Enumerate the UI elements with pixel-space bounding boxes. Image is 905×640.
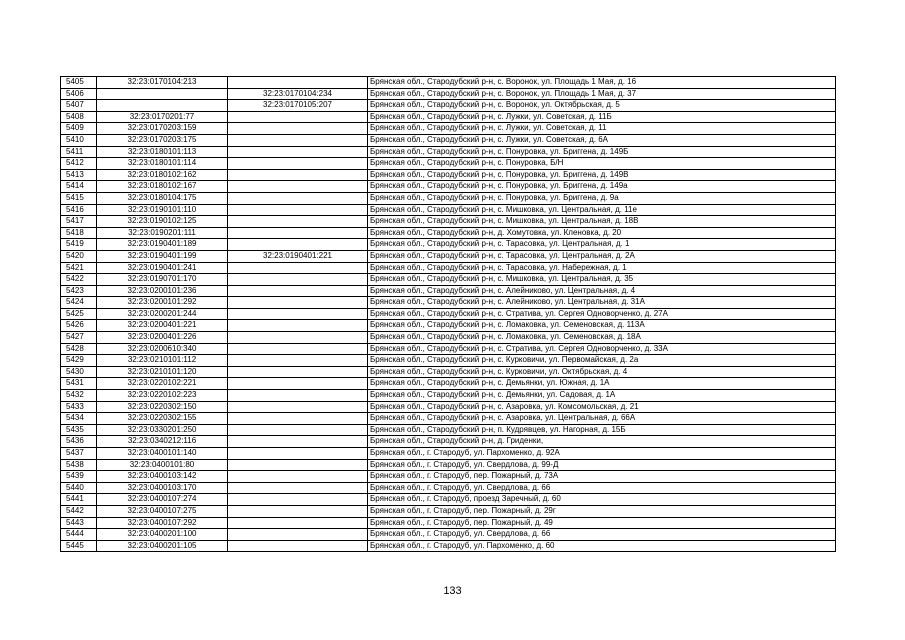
cadastral-number-cell: 32:23:0400103:170 (97, 482, 228, 494)
cadastral-number-alt-cell (228, 77, 368, 89)
address-cell: Брянская обл., Стародубский р-н, с. Мишковка, ул. Центральная, д. 18В (368, 216, 836, 228)
cadastral-number-alt-cell (228, 355, 368, 367)
table-row (61, 308, 836, 320)
row-number-cell: 5443 (61, 517, 97, 529)
address-cell: Брянская обл., Стародубский р-н, с. Понуровка, ул. Бриггена, д. 149а (368, 181, 836, 193)
cadastral-number-cell (97, 88, 228, 100)
address-cell: Брянская обл., Стародубский р-н, с. Азаровка, ул. Центральная, д. 66А (368, 413, 836, 425)
row-number-cell: 5439 (61, 471, 97, 483)
address-cell: Брянская обл., Стародубский р-н, с. Демьянки, ул. Садовая, д. 1А (368, 390, 836, 402)
cadastral-number-alt-cell (228, 320, 368, 332)
table-row (61, 320, 836, 332)
cadastral-number-cell: 32:23:0220302:150 (97, 401, 228, 413)
cadastral-number-alt-cell (228, 308, 368, 320)
table-row (61, 181, 836, 193)
table-row (61, 204, 836, 216)
row-number-cell: 5408 (61, 111, 97, 123)
row-number-cell: 5442 (61, 505, 97, 517)
table-row (61, 239, 836, 251)
address-cell: Брянская обл., Стародубский р-н, с. Воронок, ул. Площадь 1 Мая, д. 37 (368, 88, 836, 100)
table-row (61, 482, 836, 494)
address-cell: Брянская обл., Стародубский р-н, с. Тарасовка, ул. Центральная, д. 2А (368, 250, 836, 262)
row-number-cell: 5441 (61, 494, 97, 506)
cadastral-number-cell: 32:23:0400107:275 (97, 505, 228, 517)
address-cell: Брянская обл., Стародубский р-н, с. Лужки, ул. Советская, д. 11 (368, 123, 836, 135)
row-number-cell: 5430 (61, 366, 97, 378)
table-row (61, 274, 836, 286)
row-number-cell: 5405 (61, 77, 97, 89)
cadastral-number-cell: 32:23:0400101:140 (97, 448, 228, 460)
cadastral-number-cell: 32:23:0220102:221 (97, 378, 228, 390)
cadastral-number-alt-cell (228, 274, 368, 286)
cadastral-number-alt-cell: 32:23:0170104:234 (228, 88, 368, 100)
address-cell: Брянская обл., Стародубский р-н, с. Стратива, ул. Сергея Одноворченко, д. 33А (368, 343, 836, 355)
cadastral-number-cell: 32:23:0210101:120 (97, 366, 228, 378)
table-row (61, 111, 836, 123)
row-number-cell: 5426 (61, 320, 97, 332)
cadastral-number-alt-cell (228, 390, 368, 402)
address-cell: Брянская обл., Стародубский р-н, с. Понуровка, ул. Бриггена, д. 149Б (368, 146, 836, 158)
cadastral-number-cell (97, 100, 228, 112)
cadastral-number-alt-cell (228, 401, 368, 413)
address-cell: Брянская обл., Стародубский р-н, с. Стратива, ул. Сергея Одноворченко, д. 27А (368, 308, 836, 320)
row-number-cell: 5424 (61, 297, 97, 309)
table-row (61, 529, 836, 541)
cadastral-number-alt-cell (228, 343, 368, 355)
cadastral-number-cell: 32:23:0170203:159 (97, 123, 228, 135)
address-cell: Брянская обл., г. Стародуб, пер. Пожарный, д. 29г (368, 505, 836, 517)
row-number-cell: 5407 (61, 100, 97, 112)
row-number-cell: 5417 (61, 216, 97, 228)
row-number-cell: 5433 (61, 401, 97, 413)
page-number: 133 (443, 585, 462, 597)
table-row (61, 436, 836, 448)
address-cell: Брянская обл., Стародубский р-н, п. Кудрявцев, ул. Нагорная, д. 15Б (368, 424, 836, 436)
row-number-cell: 5436 (61, 436, 97, 448)
cadastral-number-alt-cell (228, 123, 368, 135)
table-row (61, 262, 836, 274)
address-cell: Брянская обл., Стародубский р-н, д. Гриденки, (368, 436, 836, 448)
cadastral-number-cell: 32:23:0200101:236 (97, 285, 228, 297)
row-number-cell: 5416 (61, 204, 97, 216)
table-row (61, 355, 836, 367)
cadastral-number-alt-cell (228, 482, 368, 494)
cadastral-number-alt-cell (228, 505, 368, 517)
address-cell: Брянская обл., Стародубский р-н, с. Понуровка, ул. Бриггена, д. 149В (368, 169, 836, 181)
address-cell: Брянская обл., Стародубский р-н, с. Понуровка, ул. Бриггена, д. 9а (368, 192, 836, 204)
address-cell: Брянская обл., Стародубский р-н, с. Алейниково, ул. Центральная, д. 31А (368, 297, 836, 309)
table-row (61, 216, 836, 228)
table-row (61, 505, 836, 517)
cadastral-number-alt-cell: 32:23:0170105:207 (228, 100, 368, 112)
address-cell: Брянская обл., г. Стародуб, пер. Пожарный, д. 49 (368, 517, 836, 529)
cadastral-number-cell: 32:23:0330201:250 (97, 424, 228, 436)
table-row (61, 77, 836, 89)
row-number-cell: 5419 (61, 239, 97, 251)
address-cell: Брянская обл., Стародубский р-н, с. Алейниково, ул. Центральная, д. 4 (368, 285, 836, 297)
cadastral-number-cell: 32:23:0340212:116 (97, 436, 228, 448)
row-number-cell: 5423 (61, 285, 97, 297)
address-cell: Брянская обл., г. Стародуб, ул. Пархоменко, д. 92А (368, 448, 836, 460)
cadastral-number-alt-cell (228, 204, 368, 216)
row-number-cell: 5415 (61, 192, 97, 204)
cadastral-number-alt-cell (228, 529, 368, 541)
cadastral-number-alt-cell (228, 227, 368, 239)
table-row (61, 100, 836, 112)
cadastral-number-cell: 32:23:0180101:113 (97, 146, 228, 158)
cadastral-number-cell: 32:23:0190101:110 (97, 204, 228, 216)
address-cell: Брянская обл., г. Стародуб, пер. Пожарный, д. 73А (368, 471, 836, 483)
cadastral-number-cell: 32:23:0180101:114 (97, 158, 228, 170)
row-number-cell: 5434 (61, 413, 97, 425)
row-number-cell: 5437 (61, 448, 97, 460)
cadastral-number-alt-cell (228, 424, 368, 436)
table-row (61, 471, 836, 483)
cadastral-number-alt-cell (228, 540, 368, 552)
cadastral-number-cell: 32:23:0170201:77 (97, 111, 228, 123)
cadastral-number-alt-cell (228, 192, 368, 204)
cadastral-number-alt-cell (228, 111, 368, 123)
row-number-cell: 5425 (61, 308, 97, 320)
cadastral-number-cell: 32:23:0220302:155 (97, 413, 228, 425)
cadastral-number-cell: 32:23:0170104:213 (97, 77, 228, 89)
row-number-cell: 5438 (61, 459, 97, 471)
table-row (61, 88, 836, 100)
row-number-cell: 5411 (61, 146, 97, 158)
table-row (61, 366, 836, 378)
address-cell: Брянская обл., Стародубский р-н, д. Хомутовка, ул. Кленовка, д. 20 (368, 227, 836, 239)
table-row (61, 390, 836, 402)
address-cell: Брянская обл., Стародубский р-н, с. Мишковка, ул. Центральная, д. 11е (368, 204, 836, 216)
cadastral-number-cell: 32:23:0180102:167 (97, 181, 228, 193)
cadastral-number-cell: 32:23:0190102:125 (97, 216, 228, 228)
table-row (61, 169, 836, 181)
cadastral-number-cell: 32:23:0200610:340 (97, 343, 228, 355)
table-row (61, 146, 836, 158)
row-number-cell: 5421 (61, 262, 97, 274)
cadastral-number-alt-cell (228, 366, 368, 378)
address-cell: Брянская обл., Стародубский р-н, с. Мишковка, ул. Центральная, д. 35 (368, 274, 836, 286)
table-row (61, 540, 836, 552)
address-cell: Брянская обл., Стародубский р-н, с. Азаровка, ул. Комсомольская, д. 21 (368, 401, 836, 413)
address-cell: Брянская обл., Стародубский р-н, с. Тарасовка, ул. Центральная, д. 1 (368, 239, 836, 251)
address-cell: Брянская обл., г. Стародуб, ул. Свердлова, д. 66 (368, 529, 836, 541)
cadastral-number-cell: 32:23:0190401:199 (97, 250, 228, 262)
row-number-cell: 5431 (61, 378, 97, 390)
cadastral-number-cell: 32:23:0400101:80 (97, 459, 228, 471)
cadastral-number-alt-cell (228, 285, 368, 297)
cadastral-number-cell: 32:23:0200101:292 (97, 297, 228, 309)
cadastral-number-alt-cell (228, 459, 368, 471)
table-row (61, 401, 836, 413)
cadastral-number-cell: 32:23:0200401:226 (97, 332, 228, 344)
cadastral-number-alt-cell (228, 239, 368, 251)
address-cell: Брянская обл., Стародубский р-н, с. Лужки, ул. Советская, д. 11Б (368, 111, 836, 123)
cadastral-number-alt-cell (228, 436, 368, 448)
cadastral-number-alt-cell: 32:23:0190401:221 (228, 250, 368, 262)
table-row (61, 413, 836, 425)
table-row (61, 192, 836, 204)
row-number-cell: 5418 (61, 227, 97, 239)
cadastral-number-cell: 32:23:0170203:175 (97, 134, 228, 146)
cadastral-number-alt-cell (228, 181, 368, 193)
row-number-cell: 5420 (61, 250, 97, 262)
row-number-cell: 5414 (61, 181, 97, 193)
table-row (61, 250, 836, 262)
row-number-cell: 5432 (61, 390, 97, 402)
cadastral-number-cell: 32:23:0190401:241 (97, 262, 228, 274)
table-row (61, 459, 836, 471)
cadastral-number-cell: 32:23:0400107:292 (97, 517, 228, 529)
address-cell: Брянская обл., Стародубский р-н, с. Понуровка, Б/Н (368, 158, 836, 170)
address-cell: Брянская обл., Стародубский р-н, с. Тарасовка, ул. Набережная, д. 1 (368, 262, 836, 274)
table-row (61, 378, 836, 390)
table-row (61, 343, 836, 355)
cadastral-number-alt-cell (228, 517, 368, 529)
table-body (61, 77, 836, 552)
cadastral-number-cell: 32:23:0190401:189 (97, 239, 228, 251)
cadastral-number-cell: 32:23:0400201:105 (97, 540, 228, 552)
cadastral-number-cell: 32:23:0400107:274 (97, 494, 228, 506)
row-number-cell: 5413 (61, 169, 97, 181)
address-cell: Брянская обл., Стародубский р-н, с. Воронок, ул. Октябрьская, д. 5 (368, 100, 836, 112)
cadastral-number-alt-cell (228, 169, 368, 181)
cadastral-number-cell: 32:23:0180104:175 (97, 192, 228, 204)
cadastral-number-alt-cell (228, 332, 368, 344)
row-number-cell: 5429 (61, 355, 97, 367)
row-number-cell: 5445 (61, 540, 97, 552)
cadastral-number-alt-cell (228, 471, 368, 483)
row-number-cell: 5412 (61, 158, 97, 170)
cadastral-number-cell: 32:23:0200201:244 (97, 308, 228, 320)
row-number-cell: 5435 (61, 424, 97, 436)
address-cell: Брянская обл., г. Стародуб, ул. Свердлова, д. 66 (368, 482, 836, 494)
table-row (61, 134, 836, 146)
cadastral-number-alt-cell (228, 262, 368, 274)
cadastral-number-cell: 32:23:0400103:142 (97, 471, 228, 483)
table-row (61, 158, 836, 170)
row-number-cell: 5440 (61, 482, 97, 494)
table-row (61, 227, 836, 239)
cadastral-number-alt-cell (228, 158, 368, 170)
cadastral-number-alt-cell (228, 494, 368, 506)
row-number-cell: 5444 (61, 529, 97, 541)
cadastral-number-alt-cell (228, 146, 368, 158)
table-row (61, 424, 836, 436)
row-number-cell: 5409 (61, 123, 97, 135)
table-row (61, 332, 836, 344)
row-number-cell: 5428 (61, 343, 97, 355)
row-number-cell: 5410 (61, 134, 97, 146)
table-row (61, 297, 836, 309)
address-cell: Брянская обл., г. Стародуб, ул. Свердлова, д. 99-Д (368, 459, 836, 471)
address-cell: Брянская обл., г. Стародуб, ул. Пархоменко, д. 60 (368, 540, 836, 552)
cadastral-number-alt-cell (228, 297, 368, 309)
cadastral-number-alt-cell (228, 413, 368, 425)
address-cell: Брянская обл., Стародубский р-н, с. Ломаковка, ул. Семеновская, д. 18А (368, 332, 836, 344)
row-number-cell: 5406 (61, 88, 97, 100)
address-cell: Брянская обл., г. Стародуб, проезд Заречный, д. 60 (368, 494, 836, 506)
row-number-cell: 5427 (61, 332, 97, 344)
table-row (61, 448, 836, 460)
cadastral-number-cell: 32:23:0180102:162 (97, 169, 228, 181)
table-row (61, 517, 836, 529)
cadastral-number-cell: 32:23:0190201:111 (97, 227, 228, 239)
cadastral-number-cell: 32:23:0220102:223 (97, 390, 228, 402)
cadastral-number-alt-cell (228, 216, 368, 228)
address-cell: Брянская обл., Стародубский р-н, с. Лужки, ул. Советская, д. 6А (368, 134, 836, 146)
cadastral-number-cell: 32:23:0200401:221 (97, 320, 228, 332)
table-row (61, 123, 836, 135)
cadastral-number-alt-cell (228, 134, 368, 146)
cadastral-number-cell: 32:23:0400201:100 (97, 529, 228, 541)
cadastral-number-alt-cell (228, 448, 368, 460)
property-register-table (60, 76, 836, 552)
row-number-cell: 5422 (61, 274, 97, 286)
cadastral-number-alt-cell (228, 378, 368, 390)
address-cell: Брянская обл., Стародубский р-н, с. Курковичи, ул. Октябрьская, д. 4 (368, 366, 836, 378)
table-row (61, 285, 836, 297)
cadastral-number-cell: 32:23:0190701:170 (97, 274, 228, 286)
address-cell: Брянская обл., Стародубский р-н, с. Воронок, ул. Площадь 1 Мая, д. 16 (368, 77, 836, 89)
address-cell: Брянская обл., Стародубский р-н, с. Ломаковка, ул. Семеновская, д. 113А (368, 320, 836, 332)
cadastral-number-cell: 32:23:0210101:112 (97, 355, 228, 367)
table-row (61, 494, 836, 506)
address-cell: Брянская обл., Стародубский р-н, с. Демьянки, ул. Южная, д. 1А (368, 378, 836, 390)
address-cell: Брянская обл., Стародубский р-н, с. Курковичи, ул. Первомайская, д. 2а (368, 355, 836, 367)
